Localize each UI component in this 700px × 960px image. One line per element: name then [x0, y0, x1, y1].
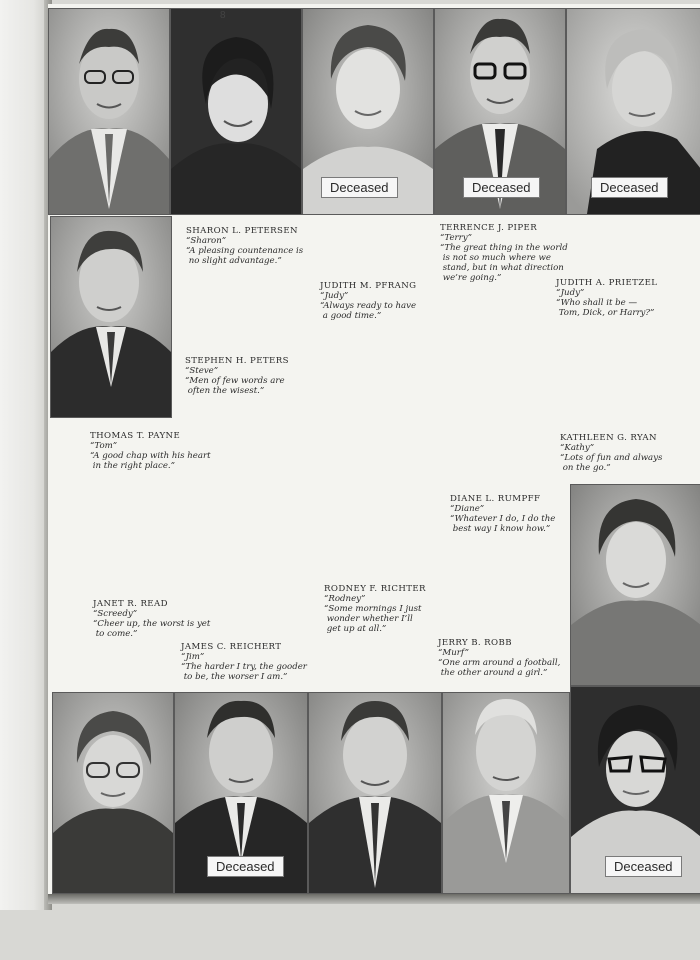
senior-caption: [181, 642, 307, 682]
senior-name: RODNEY F. RICHTER: [324, 584, 426, 594]
page-number: 8: [220, 10, 226, 21]
senior-quote: “One arm around a football, the other around a girl.”: [438, 658, 561, 678]
portrait-photo: [434, 8, 566, 215]
senior-nickname: “Sharon”: [186, 236, 227, 246]
senior-caption: [320, 281, 416, 321]
portrait-photo: [302, 8, 434, 215]
portrait-photo: [308, 692, 442, 894]
senior-nickname: “Screedy”: [93, 609, 138, 619]
portrait-photo: [566, 8, 700, 215]
deceased-label: Deceased: [591, 177, 668, 198]
senior-quote: “The great thing in the world is not so much where we stand, but in what direction we’re going.”: [440, 243, 568, 283]
senior-caption: [186, 226, 303, 266]
senior-nickname: “Diane”: [450, 504, 485, 514]
senior-caption: [185, 356, 289, 396]
senior-caption: [560, 433, 662, 473]
senior-caption: [90, 431, 211, 471]
portrait-photo: [52, 692, 174, 894]
senior-quote: “Who shall it be — Tom, Dick, or Harry?”: [556, 298, 655, 318]
senior-quote: “A good chap with his heart in the right place.”: [90, 451, 211, 471]
page-bottom-shadow: [48, 894, 700, 904]
senior-name: SHARON L. PETERSEN: [186, 226, 298, 236]
senior-caption: [438, 638, 560, 678]
portrait-photo: [570, 686, 700, 894]
senior-quote: “The harder I try, the gooder to be, the worser I am.”: [181, 662, 307, 682]
deceased-label: Deceased: [463, 177, 540, 198]
senior-quote: “Some mornings I just wonder whether I’ll get up at all.”: [324, 604, 422, 634]
senior-name: JUDITH A. PRIETZEL: [556, 278, 658, 288]
senior-quote: “Lots of fun and always on the go.”: [560, 453, 663, 473]
senior-name: JERRY B. ROBB: [438, 638, 512, 648]
senior-quote: “Whatever I do, I do the best way I know how.”: [450, 514, 556, 534]
deceased-label: Deceased: [321, 177, 398, 198]
senior-name: STEPHEN H. PETERS: [185, 356, 289, 366]
senior-nickname: “Judy”: [320, 291, 349, 301]
senior-quote: “Men of few words are often the wisest.”: [185, 376, 285, 396]
portrait-photo: [170, 8, 302, 215]
senior-nickname: “Terry”: [440, 233, 473, 243]
senior-name: DIANE L. RUMPFF: [450, 494, 541, 504]
senior-nickname: “Rodney”: [324, 594, 366, 604]
senior-name: KATHLEEN G. RYAN: [560, 433, 657, 443]
senior-nickname: “Murf”: [438, 648, 470, 658]
portrait-photo: [48, 8, 170, 215]
senior-quote: “A pleasing countenance is no slight advantage.”: [186, 246, 304, 266]
senior-name: JUDITH M. PFRANG: [320, 281, 417, 291]
portrait-photo: [50, 216, 172, 418]
senior-quote: “Always ready to have a good time.”: [320, 301, 417, 321]
deceased-label: Deceased: [207, 856, 284, 877]
senior-name: TERRENCE J. PIPER: [440, 223, 538, 233]
yearbook-page: [48, 4, 700, 894]
senior-name: JANET R. READ: [93, 599, 168, 609]
senior-caption: [324, 584, 426, 634]
senior-nickname: “Steve”: [185, 366, 219, 376]
facing-page-edge: [0, 0, 48, 910]
portrait-photo: [174, 692, 308, 894]
portrait-photo: [442, 692, 570, 894]
senior-quote: “Cheer up, the worst is yet to come.”: [93, 619, 211, 639]
senior-nickname: “Judy”: [556, 288, 585, 298]
senior-nickname: “Tom”: [90, 441, 118, 451]
senior-caption: [93, 599, 210, 639]
senior-caption: [450, 494, 555, 534]
senior-nickname: “Jim”: [181, 652, 205, 662]
senior-nickname: “Kathy”: [560, 443, 595, 453]
senior-caption: [440, 223, 568, 283]
senior-caption: [556, 278, 657, 318]
portrait-photo: [570, 484, 700, 686]
senior-name: THOMAS T. PAYNE: [90, 431, 181, 441]
senior-name: JAMES C. REICHERT: [181, 642, 282, 652]
deceased-label: Deceased: [605, 856, 682, 877]
